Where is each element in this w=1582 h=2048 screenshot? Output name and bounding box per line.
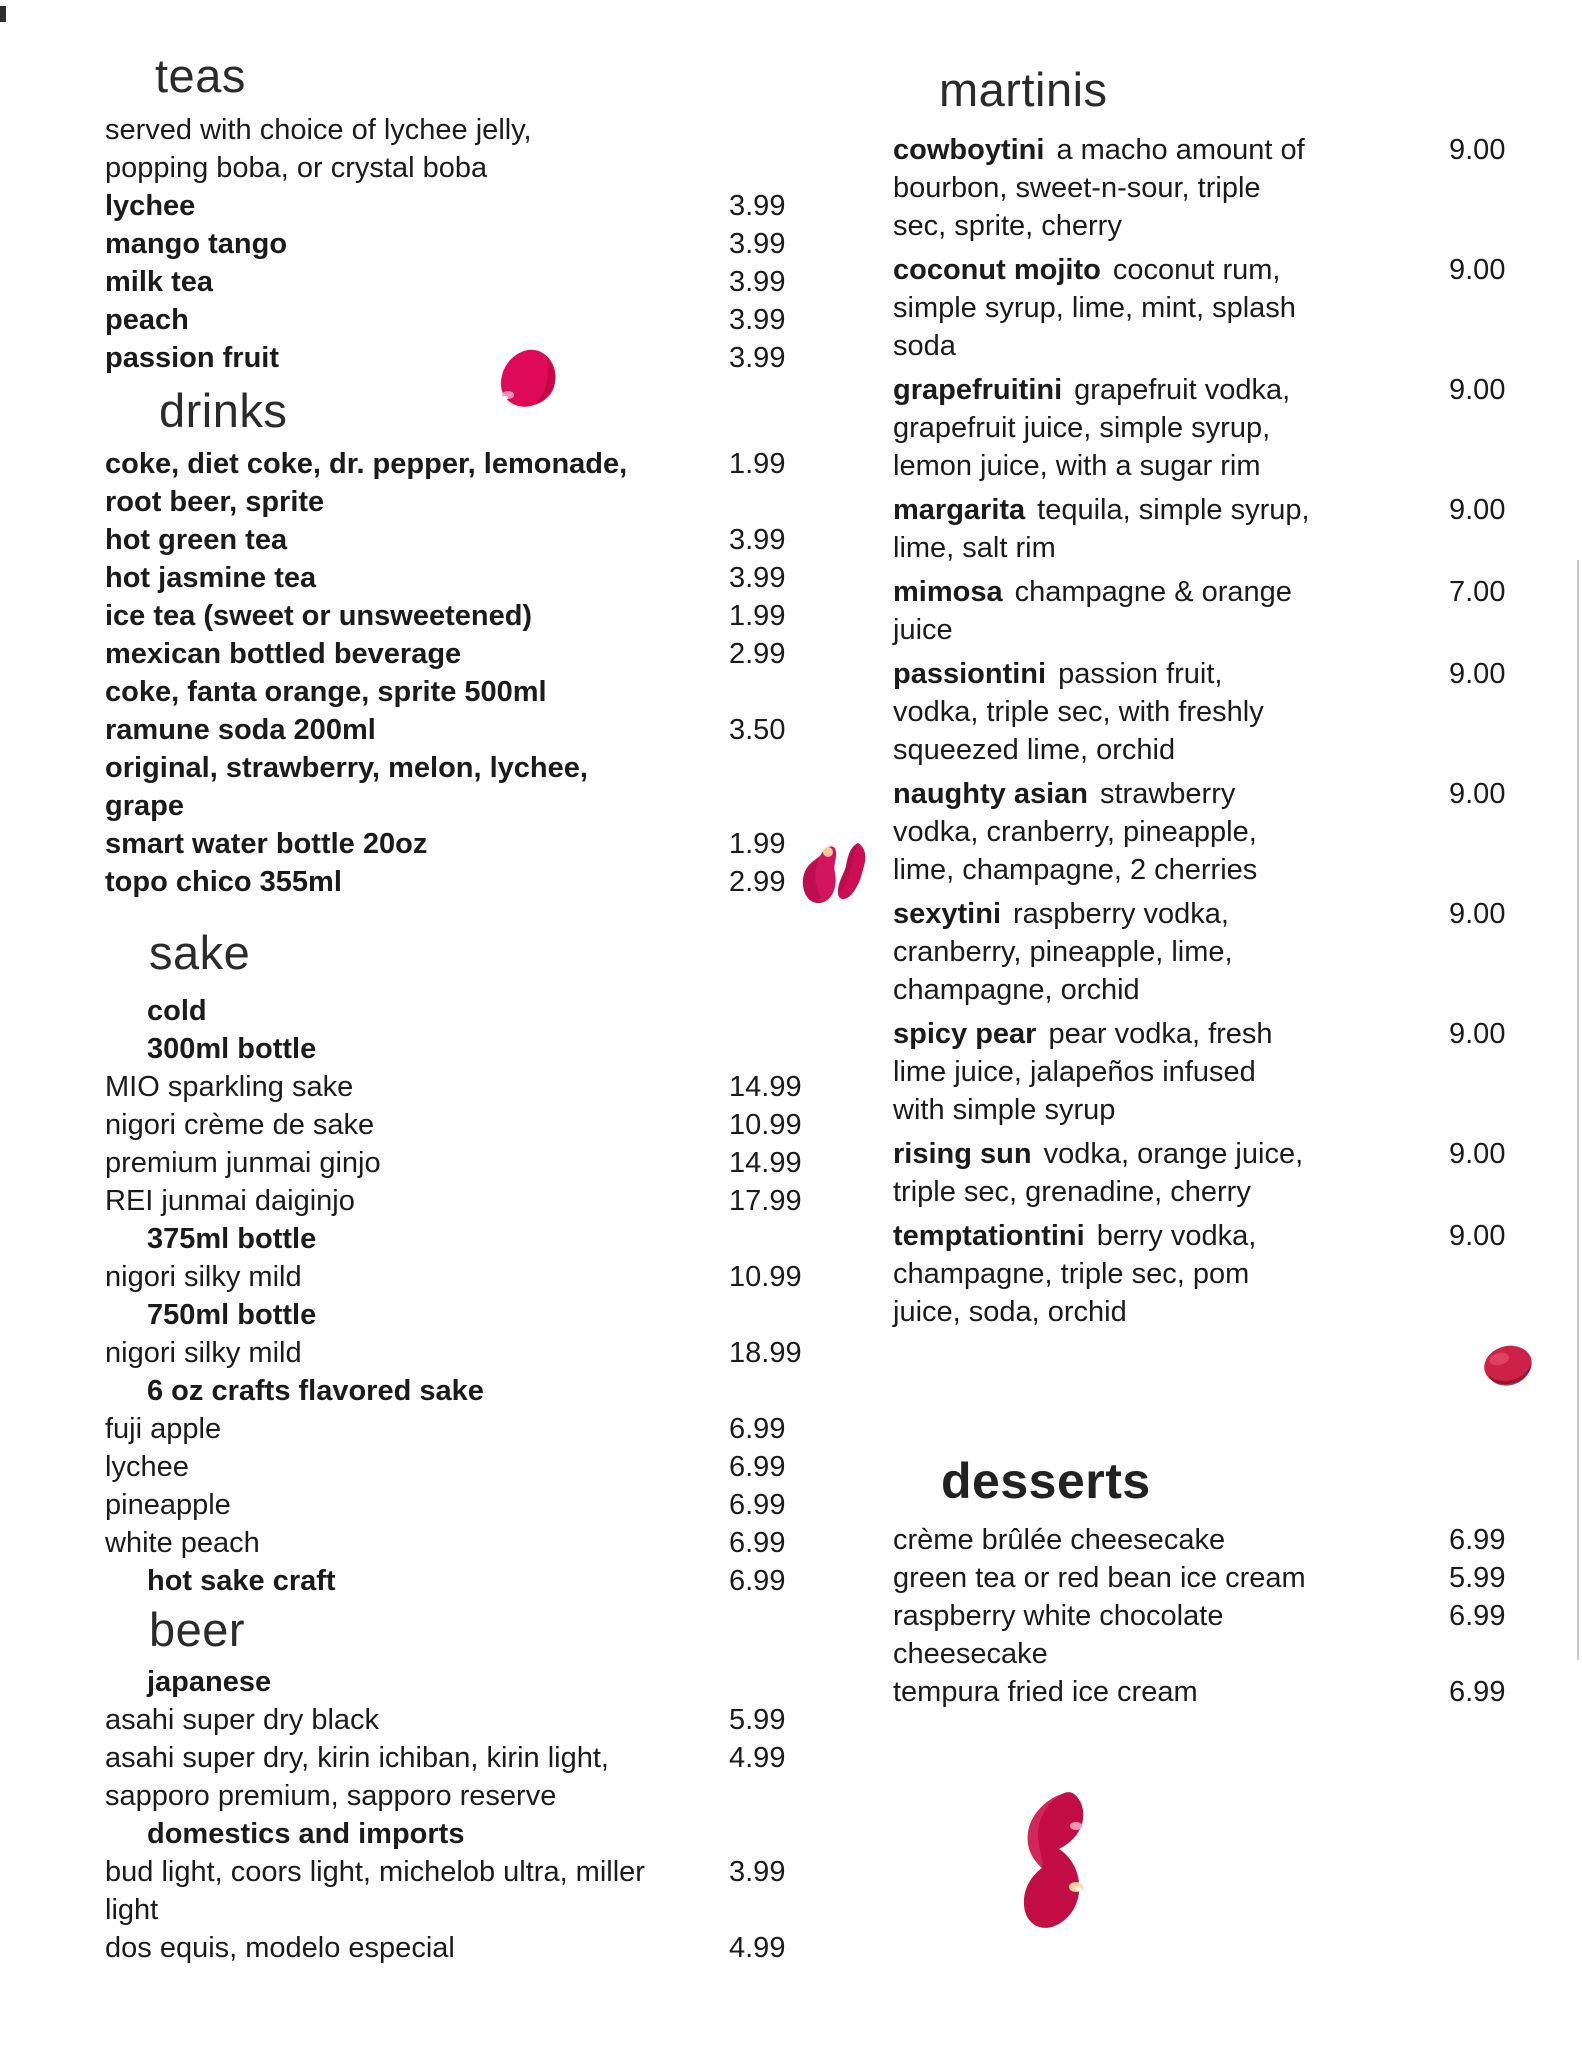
menu-item	[105, 521, 805, 559]
item-price: 9.00	[1449, 253, 1506, 286]
item-name: hot sake craft	[147, 1564, 336, 1597]
item-price: 6.99	[729, 1488, 786, 1521]
item-name: fuji apple	[105, 1412, 222, 1445]
item-name: 300ml bottle	[147, 1032, 317, 1065]
item-text	[893, 1015, 1313, 1129]
item-text	[105, 825, 650, 863]
item-price: 9.00	[1449, 657, 1506, 690]
menu-item	[105, 339, 805, 377]
item-price: 18.99	[729, 1336, 802, 1369]
item-name: milk tea	[105, 265, 213, 298]
item-price: 9.00	[1449, 373, 1506, 406]
item-price: 9.00	[1449, 1219, 1506, 1252]
menu-item	[105, 635, 805, 711]
item-name: 375ml bottle	[147, 1222, 317, 1255]
item-description: champagne & orange juice	[893, 575, 1292, 646]
item-text	[893, 491, 1313, 567]
item-text	[105, 1258, 650, 1296]
rose-petal-triangle-icon	[493, 346, 559, 412]
item-name: dos equis, modelo especial	[105, 1931, 455, 1964]
item-name: coconut mojito	[893, 253, 1101, 286]
item-price: 6.99	[729, 1526, 786, 1559]
section-heading-desserts: desserts	[941, 1452, 1151, 1509]
item-text	[105, 521, 650, 559]
item-text	[105, 1334, 650, 1372]
menu-item	[105, 1372, 805, 1410]
item-text	[105, 1663, 650, 1701]
item-price: 7.00	[1449, 575, 1506, 608]
item-text	[893, 1597, 1313, 1673]
item-price: 3.50	[729, 714, 786, 747]
item-text	[893, 251, 1313, 365]
menu-item	[893, 251, 1541, 365]
item-price: 17.99	[729, 1184, 802, 1217]
item-description: tequila, simple syrup, lime, salt rim	[893, 493, 1310, 564]
menu-item	[105, 1486, 805, 1524]
item-price: 9.00	[1449, 1137, 1506, 1170]
item-name: naughty asian	[893, 777, 1088, 810]
section-heading-beer: beer	[149, 1602, 246, 1656]
item-price: 14.99	[729, 1070, 802, 1103]
item-price: 1.99	[729, 828, 786, 861]
item-text	[105, 1296, 650, 1334]
item-text	[893, 371, 1313, 485]
item-text	[105, 1853, 650, 1929]
item-price: 9.00	[1449, 897, 1506, 930]
section-heading-sake: sake	[149, 926, 251, 980]
item-name: nigori crème de sake	[105, 1108, 375, 1141]
item-text	[105, 1448, 650, 1486]
item-text	[105, 445, 650, 521]
item-description: coconut rum, simple syrup, lime, mint, splash soda	[893, 253, 1296, 362]
item-subline: original, strawberry, melon, lychee, grape	[105, 752, 588, 823]
item-text	[105, 1815, 650, 1853]
item-text	[893, 655, 1313, 769]
item-text	[105, 711, 650, 825]
item-text	[105, 1929, 650, 1967]
menu-item	[105, 1068, 805, 1106]
item-description: berry vodka, champagne, triple sec, pom juice, soda, orchid	[893, 1219, 1257, 1328]
item-text	[893, 573, 1313, 649]
item-text	[105, 263, 650, 301]
item-price: 6.99	[729, 1564, 786, 1597]
item-price: 9.00	[1449, 133, 1506, 166]
item-name: passion fruit	[105, 341, 280, 374]
item-text	[105, 597, 650, 635]
item-name: green tea or red bean ice cream	[893, 1561, 1306, 1594]
item-name: spicy pear	[893, 1017, 1037, 1050]
item-text	[105, 1220, 650, 1258]
item-text	[105, 1144, 650, 1182]
item-text	[893, 775, 1313, 889]
item-name: REI junmai daiginjo	[105, 1184, 355, 1217]
item-name: lychee	[105, 189, 196, 222]
rose-petal-oval-icon	[1481, 1337, 1535, 1393]
item-text	[105, 635, 650, 711]
item-price: 4.99	[729, 1741, 786, 1774]
menu-item	[105, 1106, 805, 1144]
item-price: 10.99	[729, 1108, 802, 1141]
item-text	[105, 1524, 650, 1562]
item-text	[105, 339, 650, 377]
item-price: 10.99	[729, 1260, 802, 1293]
item-price: 2.99	[729, 866, 786, 899]
item-text	[105, 1739, 650, 1815]
menu-item	[105, 263, 805, 301]
item-price: 9.00	[1449, 493, 1506, 526]
item-name: mango tango	[105, 227, 288, 260]
section-desserts	[893, 1453, 1541, 1711]
item-name: hot jasmine tea	[105, 562, 317, 595]
item-name: 6 oz crafts flavored sake	[147, 1374, 484, 1407]
item-text	[105, 1106, 650, 1144]
item-price: 6.99	[729, 1412, 786, 1445]
section-note-line: popping boba, or crystal boba	[105, 151, 488, 184]
menu-item	[105, 301, 805, 339]
item-price: 3.99	[729, 341, 786, 374]
menu-item	[893, 775, 1541, 889]
menu-item	[105, 1182, 805, 1220]
left-column	[105, 50, 805, 1967]
menu-item	[105, 1410, 805, 1448]
item-price: 1.99	[729, 600, 786, 633]
item-text	[893, 131, 1313, 245]
menu-item	[105, 187, 805, 225]
page-corner-mark	[0, 6, 6, 22]
menu-item	[893, 1673, 1541, 1711]
item-text	[105, 225, 650, 263]
menu-item	[893, 1015, 1541, 1129]
section-martinis	[893, 64, 1541, 1331]
menu-item	[893, 1559, 1541, 1597]
menu-item	[893, 895, 1541, 1009]
menu-item	[893, 1521, 1541, 1559]
item-name: margarita	[893, 493, 1026, 526]
menu-item	[105, 1144, 805, 1182]
item-text	[893, 1673, 1313, 1711]
item-price: 1.99	[729, 448, 786, 481]
item-price: 5.99	[1449, 1561, 1506, 1594]
menu-item	[893, 655, 1541, 769]
item-text	[105, 559, 650, 597]
item-name: peach	[105, 303, 189, 336]
section-teas	[105, 50, 805, 377]
item-price: 3.99	[729, 1855, 786, 1888]
menu-item	[893, 1135, 1541, 1211]
item-description: raspberry vodka, cranberry, pineapple, lime, champagne, orchid	[893, 897, 1233, 1006]
item-price: 6.99	[1449, 1675, 1506, 1708]
item-description: pear vodka, fresh lime juice, jalapeños infused with simple syrup	[893, 1017, 1273, 1126]
item-text	[105, 1486, 650, 1524]
item-text	[105, 992, 650, 1030]
item-name: nigori silky mild	[105, 1336, 302, 1369]
menu-item	[105, 711, 805, 825]
item-text	[105, 1030, 650, 1068]
item-name: grapefruitini	[893, 373, 1063, 406]
section-sake	[105, 927, 805, 1600]
menu-item	[105, 1258, 805, 1296]
item-price: 14.99	[729, 1146, 802, 1179]
item-name: bud light, coors light, michelob ultra, miller light	[105, 1855, 645, 1926]
menu-item	[105, 225, 805, 263]
menu-item	[105, 992, 805, 1030]
menu-item	[105, 1853, 805, 1929]
item-name: cowboytini	[893, 133, 1045, 166]
menu-item	[893, 371, 1541, 485]
item-name: sexytini	[893, 897, 1001, 930]
menu-item	[105, 1220, 805, 1258]
item-text	[105, 1410, 650, 1448]
item-text	[893, 1559, 1313, 1597]
item-price: 6.99	[1449, 1599, 1506, 1632]
item-name: passiontini	[893, 657, 1047, 690]
menu-item	[893, 491, 1541, 567]
rose-petal-crescent-icon	[1018, 1790, 1102, 1932]
item-name: 750ml bottle	[147, 1298, 317, 1331]
menu-item	[105, 825, 805, 863]
menu-item	[105, 1448, 805, 1486]
item-description: strawberry vodka, cranberry, pineapple, lime, champagne, 2 cherries	[893, 777, 1258, 886]
item-price: 3.99	[729, 227, 786, 260]
item-price: 3.99	[729, 189, 786, 222]
menu-item	[105, 1739, 805, 1815]
item-text	[105, 1068, 650, 1106]
menu-item	[105, 1815, 805, 1853]
menu-item	[105, 1929, 805, 1967]
item-name: ramune soda 200ml	[105, 714, 376, 747]
item-text	[105, 301, 650, 339]
item-price: 3.99	[729, 562, 786, 595]
menu-item	[893, 131, 1541, 245]
item-price: 6.99	[1449, 1523, 1506, 1556]
menu-item	[105, 559, 805, 597]
section-heading-martinis: martinis	[939, 63, 1108, 116]
item-text	[893, 1217, 1313, 1331]
item-price: 6.99	[729, 1450, 786, 1483]
item-name: crème brûlée cheesecake	[893, 1523, 1226, 1556]
item-name: nigori silky mild	[105, 1260, 302, 1293]
menu-item	[893, 573, 1541, 649]
menu-item	[893, 1217, 1541, 1331]
item-price: 3.99	[729, 265, 786, 298]
item-name: raspberry white chocolate cheesecake	[893, 1599, 1224, 1670]
item-description: a macho amount of bourbon, sweet-n-sour, triple sec, sprite, cherry	[893, 133, 1305, 242]
item-name: premium junmai ginjo	[105, 1146, 381, 1179]
item-name: pineapple	[105, 1488, 231, 1521]
item-text	[105, 863, 650, 901]
item-description: grapefruit vodka, grapefruit juice, simple syrup, lemon juice, with a sugar rim	[893, 373, 1291, 482]
item-price: 9.00	[1449, 1017, 1506, 1050]
item-text	[893, 1135, 1313, 1211]
rose-petal-pair-icon	[798, 840, 876, 910]
item-name: asahi super dry black	[105, 1703, 380, 1736]
section-heading-drinks: drinks	[159, 383, 288, 437]
item-name: rising sun	[893, 1137, 1032, 1170]
menu-item	[105, 597, 805, 635]
item-subline: coke, fanta orange, sprite 500ml	[105, 676, 547, 709]
item-name: MIO sparkling sake	[105, 1070, 354, 1103]
item-name: topo chico 355ml	[105, 866, 342, 899]
item-description: vodka, orange juice, triple sec, grenadine, cherry	[893, 1137, 1304, 1208]
item-name: lychee	[105, 1450, 189, 1483]
menu-item	[105, 1334, 805, 1372]
item-price: 2.99	[729, 638, 786, 671]
item-text	[105, 187, 650, 225]
section-heading-teas: teas	[155, 49, 246, 102]
menu-item	[105, 1701, 805, 1739]
item-text	[105, 1372, 650, 1410]
item-price: 3.99	[729, 524, 786, 557]
section-note-line: served with choice of lychee jelly,	[105, 113, 532, 146]
item-text	[893, 1521, 1313, 1559]
item-name: domestics and imports	[147, 1817, 465, 1850]
item-price: 3.99	[729, 303, 786, 336]
item-name: smart water bottle 20oz	[105, 828, 428, 861]
item-text	[105, 1182, 650, 1220]
item-name: tempura fried ice cream	[893, 1675, 1198, 1708]
menu-item	[105, 1663, 805, 1701]
item-name: hot green tea	[105, 524, 288, 557]
menu-item	[105, 1030, 805, 1068]
item-name: japanese	[147, 1665, 272, 1698]
item-name: asahi super dry, kirin ichiban, kirin light, sapporo premium, sapporo reserve	[105, 1741, 609, 1812]
item-text	[105, 1562, 650, 1600]
menu-item	[893, 1597, 1541, 1673]
item-text	[893, 895, 1313, 1009]
menu-item	[105, 445, 805, 521]
item-text	[105, 1701, 650, 1739]
item-price: 5.99	[729, 1703, 786, 1736]
right-column	[893, 64, 1541, 1711]
item-price: 9.00	[1449, 777, 1506, 810]
item-name: white peach	[105, 1526, 260, 1559]
item-name: mexican bottled beverage	[105, 638, 462, 671]
section-drinks	[105, 385, 805, 902]
item-price: 4.99	[729, 1931, 786, 1964]
menu-item	[105, 1524, 805, 1562]
item-name: ice tea (sweet or unsweetened)	[105, 600, 533, 633]
item-name: cold	[147, 994, 207, 1027]
section-beer	[105, 1604, 805, 1967]
item-description: passion fruit, vodka, triple sec, with freshly squeezed lime, orchid	[893, 657, 1264, 766]
item-name: temptationtini	[893, 1219, 1085, 1252]
page-edge-line	[1577, 560, 1579, 1660]
menu-item	[105, 863, 805, 901]
item-name: coke, diet coke, dr. pepper, lemonade, root beer, sprite	[105, 448, 628, 519]
menu-item	[105, 1562, 805, 1600]
menu-item	[105, 1296, 805, 1334]
item-name: mimosa	[893, 575, 1003, 608]
